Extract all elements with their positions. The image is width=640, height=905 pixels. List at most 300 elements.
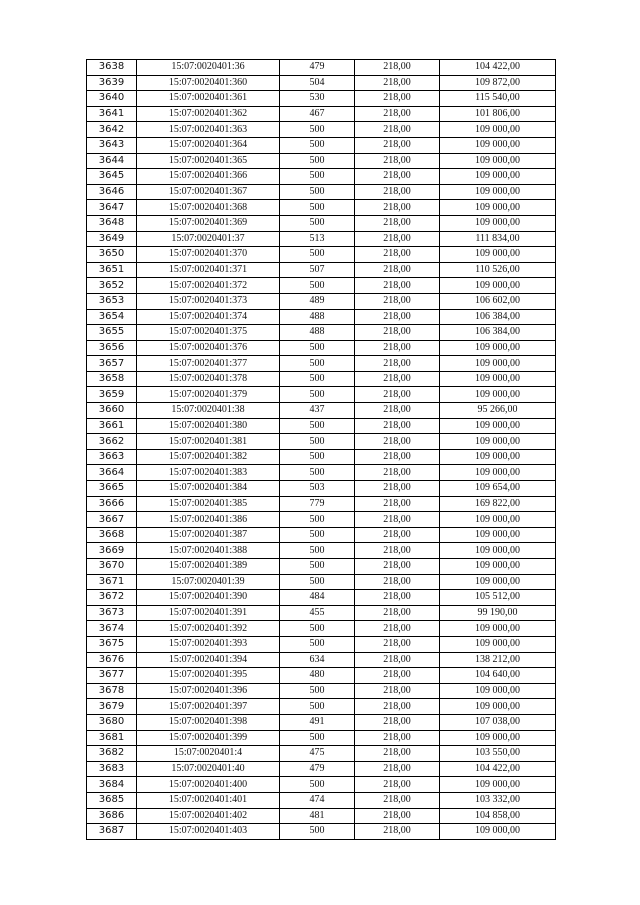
area-cell: 481 <box>280 808 355 824</box>
cadastral-number-cell: 15:07:0020401:366 <box>137 169 280 185</box>
amount-cell: 115 540,00 <box>440 91 556 107</box>
row-number-cell: 3653 <box>87 293 137 309</box>
amount-cell: 109 000,00 <box>440 777 556 793</box>
area-cell: 489 <box>280 293 355 309</box>
table-row <box>87 449 556 465</box>
cadastral-number-cell: 15:07:0020401:395 <box>137 668 280 684</box>
cadastral-number-cell: 15:07:0020401:371 <box>137 262 280 278</box>
table-row <box>87 309 556 325</box>
cadastral-number-cell: 15:07:0020401:360 <box>137 75 280 91</box>
rate-cell: 218,00 <box>355 247 440 263</box>
table-row <box>87 746 556 762</box>
amount-cell: 109 000,00 <box>440 574 556 590</box>
rate-cell: 218,00 <box>355 605 440 621</box>
cadastral-number-cell: 15:07:0020401:389 <box>137 559 280 575</box>
area-cell: 500 <box>280 137 355 153</box>
table-row <box>87 169 556 185</box>
table-row <box>87 387 556 403</box>
area-cell: 488 <box>280 325 355 341</box>
rate-cell: 218,00 <box>355 122 440 138</box>
row-number-cell: 3667 <box>87 512 137 528</box>
rate-cell: 218,00 <box>355 200 440 216</box>
cadastral-number-cell: 15:07:0020401:36 <box>137 60 280 76</box>
amount-cell: 106 384,00 <box>440 309 556 325</box>
rate-cell: 218,00 <box>355 777 440 793</box>
row-number-cell: 3664 <box>87 465 137 481</box>
amount-cell: 109 000,00 <box>440 824 556 840</box>
amount-cell: 99 190,00 <box>440 605 556 621</box>
table-row <box>87 652 556 668</box>
row-number-cell: 3668 <box>87 527 137 543</box>
amount-cell: 109 000,00 <box>440 215 556 231</box>
row-number-cell: 3655 <box>87 325 137 341</box>
rate-cell: 218,00 <box>355 824 440 840</box>
area-cell: 500 <box>280 512 355 528</box>
cadastral-number-cell: 15:07:0020401:372 <box>137 278 280 294</box>
area-cell: 500 <box>280 169 355 185</box>
row-number-cell: 3656 <box>87 340 137 356</box>
amount-cell: 109 000,00 <box>440 465 556 481</box>
cadastral-number-cell: 15:07:0020401:365 <box>137 153 280 169</box>
row-number-cell: 3665 <box>87 481 137 497</box>
area-cell: 500 <box>280 200 355 216</box>
rate-cell: 218,00 <box>355 465 440 481</box>
area-cell: 500 <box>280 153 355 169</box>
cadastral-number-cell: 15:07:0020401:37 <box>137 231 280 247</box>
area-cell: 500 <box>280 574 355 590</box>
area-cell: 500 <box>280 683 355 699</box>
amount-cell: 103 332,00 <box>440 792 556 808</box>
cadastral-number-cell: 15:07:0020401:391 <box>137 605 280 621</box>
cadastral-number-cell: 15:07:0020401:401 <box>137 792 280 808</box>
amount-cell: 109 000,00 <box>440 418 556 434</box>
row-number-cell: 3644 <box>87 153 137 169</box>
rate-cell: 218,00 <box>355 325 440 341</box>
parcel-table <box>86 59 556 840</box>
row-number-cell: 3662 <box>87 434 137 450</box>
area-cell: 475 <box>280 746 355 762</box>
area-cell: 507 <box>280 262 355 278</box>
cadastral-number-cell: 15:07:0020401:383 <box>137 465 280 481</box>
table-row <box>87 278 556 294</box>
table-row <box>87 527 556 543</box>
cadastral-number-cell: 15:07:0020401:376 <box>137 340 280 356</box>
rate-cell: 218,00 <box>355 278 440 294</box>
amount-cell: 106 384,00 <box>440 325 556 341</box>
rate-cell: 218,00 <box>355 356 440 372</box>
rate-cell: 218,00 <box>355 746 440 762</box>
amount-cell: 109 000,00 <box>440 621 556 637</box>
cadastral-number-cell: 15:07:0020401:388 <box>137 543 280 559</box>
amount-cell: 109 000,00 <box>440 683 556 699</box>
rate-cell: 218,00 <box>355 543 440 559</box>
amount-cell: 105 512,00 <box>440 590 556 606</box>
amount-cell: 109 000,00 <box>440 356 556 372</box>
amount-cell: 109 000,00 <box>440 699 556 715</box>
parcel-table-body <box>87 60 556 840</box>
area-cell: 491 <box>280 714 355 730</box>
cadastral-number-cell: 15:07:0020401:400 <box>137 777 280 793</box>
table-row <box>87 824 556 840</box>
table-row <box>87 434 556 450</box>
rate-cell: 218,00 <box>355 761 440 777</box>
amount-cell: 138 212,00 <box>440 652 556 668</box>
cadastral-number-cell: 15:07:0020401:393 <box>137 636 280 652</box>
table-row <box>87 215 556 231</box>
area-cell: 467 <box>280 106 355 122</box>
table-row <box>87 714 556 730</box>
amount-cell: 110 526,00 <box>440 262 556 278</box>
table-row <box>87 808 556 824</box>
rate-cell: 218,00 <box>355 418 440 434</box>
table-row <box>87 699 556 715</box>
cadastral-number-cell: 15:07:0020401:385 <box>137 496 280 512</box>
area-cell: 500 <box>280 184 355 200</box>
row-number-cell: 3658 <box>87 371 137 387</box>
area-cell: 500 <box>280 730 355 746</box>
row-number-cell: 3675 <box>87 636 137 652</box>
area-cell: 474 <box>280 792 355 808</box>
rate-cell: 218,00 <box>355 481 440 497</box>
row-number-cell: 3680 <box>87 714 137 730</box>
area-cell: 779 <box>280 496 355 512</box>
amount-cell: 109 000,00 <box>440 340 556 356</box>
amount-cell: 109 000,00 <box>440 636 556 652</box>
cadastral-number-cell: 15:07:0020401:379 <box>137 387 280 403</box>
row-number-cell: 3648 <box>87 215 137 231</box>
amount-cell: 169 822,00 <box>440 496 556 512</box>
row-number-cell: 3671 <box>87 574 137 590</box>
area-cell: 500 <box>280 278 355 294</box>
area-cell: 484 <box>280 590 355 606</box>
table-row <box>87 761 556 777</box>
table-row <box>87 418 556 434</box>
amount-cell: 109 000,00 <box>440 512 556 528</box>
row-number-cell: 3684 <box>87 777 137 793</box>
cadastral-number-cell: 15:07:0020401:364 <box>137 137 280 153</box>
table-row <box>87 137 556 153</box>
area-cell: 500 <box>280 621 355 637</box>
rate-cell: 218,00 <box>355 621 440 637</box>
table-row <box>87 325 556 341</box>
cadastral-number-cell: 15:07:0020401:362 <box>137 106 280 122</box>
area-cell: 500 <box>280 371 355 387</box>
cadastral-number-cell: 15:07:0020401:361 <box>137 91 280 107</box>
table-row <box>87 574 556 590</box>
rate-cell: 218,00 <box>355 231 440 247</box>
amount-cell: 104 422,00 <box>440 761 556 777</box>
area-cell: 500 <box>280 636 355 652</box>
row-number-cell: 3663 <box>87 449 137 465</box>
amount-cell: 111 834,00 <box>440 231 556 247</box>
table-row <box>87 636 556 652</box>
cadastral-number-cell: 15:07:0020401:386 <box>137 512 280 528</box>
rate-cell: 218,00 <box>355 652 440 668</box>
rate-cell: 218,00 <box>355 340 440 356</box>
table-row <box>87 621 556 637</box>
amount-cell: 101 806,00 <box>440 106 556 122</box>
amount-cell: 109 000,00 <box>440 122 556 138</box>
table-row <box>87 590 556 606</box>
area-cell: 500 <box>280 247 355 263</box>
table-row <box>87 91 556 107</box>
table-row <box>87 340 556 356</box>
rate-cell: 218,00 <box>355 153 440 169</box>
cadastral-number-cell: 15:07:0020401:387 <box>137 527 280 543</box>
area-cell: 513 <box>280 231 355 247</box>
area-cell: 480 <box>280 668 355 684</box>
amount-cell: 109 654,00 <box>440 481 556 497</box>
amount-cell: 109 872,00 <box>440 75 556 91</box>
area-cell: 500 <box>280 449 355 465</box>
row-number-cell: 3657 <box>87 356 137 372</box>
cadastral-number-cell: 15:07:0020401:373 <box>137 293 280 309</box>
rate-cell: 218,00 <box>355 262 440 278</box>
cadastral-number-cell: 15:07:0020401:402 <box>137 808 280 824</box>
row-number-cell: 3643 <box>87 137 137 153</box>
amount-cell: 109 000,00 <box>440 371 556 387</box>
area-cell: 500 <box>280 418 355 434</box>
cadastral-number-cell: 15:07:0020401:40 <box>137 761 280 777</box>
table-row <box>87 60 556 76</box>
row-number-cell: 3639 <box>87 75 137 91</box>
cadastral-number-cell: 15:07:0020401:38 <box>137 403 280 419</box>
row-number-cell: 3676 <box>87 652 137 668</box>
rate-cell: 218,00 <box>355 512 440 528</box>
cadastral-number-cell: 15:07:0020401:374 <box>137 309 280 325</box>
row-number-cell: 3652 <box>87 278 137 294</box>
table-row <box>87 293 556 309</box>
row-number-cell: 3677 <box>87 668 137 684</box>
rate-cell: 218,00 <box>355 169 440 185</box>
row-number-cell: 3660 <box>87 403 137 419</box>
area-cell: 500 <box>280 465 355 481</box>
table-row <box>87 371 556 387</box>
area-cell: 500 <box>280 340 355 356</box>
area-cell: 455 <box>280 605 355 621</box>
table-row <box>87 247 556 263</box>
area-cell: 500 <box>280 356 355 372</box>
row-number-cell: 3659 <box>87 387 137 403</box>
row-number-cell: 3649 <box>87 231 137 247</box>
table-row <box>87 512 556 528</box>
area-cell: 530 <box>280 91 355 107</box>
table-row <box>87 262 556 278</box>
rate-cell: 218,00 <box>355 106 440 122</box>
cadastral-number-cell: 15:07:0020401:384 <box>137 481 280 497</box>
cadastral-number-cell: 15:07:0020401:394 <box>137 652 280 668</box>
cadastral-number-cell: 15:07:0020401:370 <box>137 247 280 263</box>
row-number-cell: 3641 <box>87 106 137 122</box>
row-number-cell: 3681 <box>87 730 137 746</box>
area-cell: 479 <box>280 60 355 76</box>
table-row <box>87 777 556 793</box>
row-number-cell: 3673 <box>87 605 137 621</box>
amount-cell: 109 000,00 <box>440 200 556 216</box>
rate-cell: 218,00 <box>355 730 440 746</box>
table-row <box>87 668 556 684</box>
row-number-cell: 3651 <box>87 262 137 278</box>
rate-cell: 218,00 <box>355 636 440 652</box>
table-row <box>87 403 556 419</box>
table-row <box>87 730 556 746</box>
rate-cell: 218,00 <box>355 808 440 824</box>
rate-cell: 218,00 <box>355 403 440 419</box>
rate-cell: 218,00 <box>355 574 440 590</box>
row-number-cell: 3638 <box>87 60 137 76</box>
rate-cell: 218,00 <box>355 184 440 200</box>
cadastral-number-cell: 15:07:0020401:396 <box>137 683 280 699</box>
cadastral-number-cell: 15:07:0020401:39 <box>137 574 280 590</box>
cadastral-number-cell: 15:07:0020401:397 <box>137 699 280 715</box>
amount-cell: 109 000,00 <box>440 543 556 559</box>
rate-cell: 218,00 <box>355 699 440 715</box>
cadastral-number-cell: 15:07:0020401:369 <box>137 215 280 231</box>
rate-cell: 218,00 <box>355 683 440 699</box>
cadastral-number-cell: 15:07:0020401:390 <box>137 590 280 606</box>
cadastral-number-cell: 15:07:0020401:398 <box>137 714 280 730</box>
rate-cell: 218,00 <box>355 714 440 730</box>
cadastral-number-cell: 15:07:0020401:392 <box>137 621 280 637</box>
rate-cell: 218,00 <box>355 434 440 450</box>
row-number-cell: 3679 <box>87 699 137 715</box>
cadastral-number-cell: 15:07:0020401:367 <box>137 184 280 200</box>
table-row <box>87 153 556 169</box>
table-row <box>87 605 556 621</box>
amount-cell: 106 602,00 <box>440 293 556 309</box>
rate-cell: 218,00 <box>355 559 440 575</box>
row-number-cell: 3647 <box>87 200 137 216</box>
area-cell: 500 <box>280 122 355 138</box>
area-cell: 500 <box>280 387 355 403</box>
cadastral-number-cell: 15:07:0020401:375 <box>137 325 280 341</box>
row-number-cell: 3669 <box>87 543 137 559</box>
area-cell: 437 <box>280 403 355 419</box>
amount-cell: 109 000,00 <box>440 278 556 294</box>
amount-cell: 109 000,00 <box>440 137 556 153</box>
table-row <box>87 559 556 575</box>
area-cell: 500 <box>280 527 355 543</box>
rate-cell: 218,00 <box>355 293 440 309</box>
amount-cell: 103 550,00 <box>440 746 556 762</box>
area-cell: 479 <box>280 761 355 777</box>
table-row <box>87 75 556 91</box>
rate-cell: 218,00 <box>355 387 440 403</box>
cadastral-number-cell: 15:07:0020401:380 <box>137 418 280 434</box>
row-number-cell: 3645 <box>87 169 137 185</box>
rate-cell: 218,00 <box>355 75 440 91</box>
cadastral-number-cell: 15:07:0020401:378 <box>137 371 280 387</box>
row-number-cell: 3686 <box>87 808 137 824</box>
amount-cell: 109 000,00 <box>440 247 556 263</box>
area-cell: 500 <box>280 824 355 840</box>
cadastral-number-cell: 15:07:0020401:363 <box>137 122 280 138</box>
cadastral-number-cell: 15:07:0020401:377 <box>137 356 280 372</box>
amount-cell: 95 266,00 <box>440 403 556 419</box>
row-number-cell: 3687 <box>87 824 137 840</box>
row-number-cell: 3642 <box>87 122 137 138</box>
area-cell: 500 <box>280 434 355 450</box>
rate-cell: 218,00 <box>355 60 440 76</box>
amount-cell: 104 858,00 <box>440 808 556 824</box>
amount-cell: 107 038,00 <box>440 714 556 730</box>
cadastral-number-cell: 15:07:0020401:403 <box>137 824 280 840</box>
table-row <box>87 356 556 372</box>
rate-cell: 218,00 <box>355 449 440 465</box>
rate-cell: 218,00 <box>355 590 440 606</box>
area-cell: 504 <box>280 75 355 91</box>
rate-cell: 218,00 <box>355 527 440 543</box>
table-row <box>87 496 556 512</box>
rate-cell: 218,00 <box>355 371 440 387</box>
area-cell: 500 <box>280 215 355 231</box>
area-cell: 500 <box>280 559 355 575</box>
rate-cell: 218,00 <box>355 137 440 153</box>
cadastral-number-cell: 15:07:0020401:381 <box>137 434 280 450</box>
table-row <box>87 106 556 122</box>
amount-cell: 109 000,00 <box>440 449 556 465</box>
row-number-cell: 3678 <box>87 683 137 699</box>
amount-cell: 104 640,00 <box>440 668 556 684</box>
amount-cell: 109 000,00 <box>440 434 556 450</box>
row-number-cell: 3685 <box>87 792 137 808</box>
table-row <box>87 465 556 481</box>
row-number-cell: 3682 <box>87 746 137 762</box>
row-number-cell: 3670 <box>87 559 137 575</box>
row-number-cell: 3640 <box>87 91 137 107</box>
rate-cell: 218,00 <box>355 496 440 512</box>
table-row <box>87 683 556 699</box>
table-row <box>87 184 556 200</box>
row-number-cell: 3666 <box>87 496 137 512</box>
amount-cell: 104 422,00 <box>440 60 556 76</box>
row-number-cell: 3672 <box>87 590 137 606</box>
table-row <box>87 122 556 138</box>
table-row <box>87 792 556 808</box>
row-number-cell: 3650 <box>87 247 137 263</box>
rate-cell: 218,00 <box>355 91 440 107</box>
area-cell: 488 <box>280 309 355 325</box>
area-cell: 500 <box>280 543 355 559</box>
amount-cell: 109 000,00 <box>440 184 556 200</box>
amount-cell: 109 000,00 <box>440 169 556 185</box>
table-row <box>87 481 556 497</box>
cadastral-number-cell: 15:07:0020401:399 <box>137 730 280 746</box>
rate-cell: 218,00 <box>355 792 440 808</box>
table-row <box>87 200 556 216</box>
amount-cell: 109 000,00 <box>440 730 556 746</box>
rate-cell: 218,00 <box>355 309 440 325</box>
row-number-cell: 3646 <box>87 184 137 200</box>
area-cell: 634 <box>280 652 355 668</box>
row-number-cell: 3683 <box>87 761 137 777</box>
amount-cell: 109 000,00 <box>440 527 556 543</box>
row-number-cell: 3661 <box>87 418 137 434</box>
area-cell: 503 <box>280 481 355 497</box>
amount-cell: 109 000,00 <box>440 387 556 403</box>
row-number-cell: 3654 <box>87 309 137 325</box>
amount-cell: 109 000,00 <box>440 559 556 575</box>
cadastral-number-cell: 15:07:0020401:382 <box>137 449 280 465</box>
table-row <box>87 231 556 247</box>
amount-cell: 109 000,00 <box>440 153 556 169</box>
table-row <box>87 543 556 559</box>
area-cell: 500 <box>280 777 355 793</box>
area-cell: 500 <box>280 699 355 715</box>
cadastral-number-cell: 15:07:0020401:4 <box>137 746 280 762</box>
rate-cell: 218,00 <box>355 668 440 684</box>
cadastral-number-cell: 15:07:0020401:368 <box>137 200 280 216</box>
